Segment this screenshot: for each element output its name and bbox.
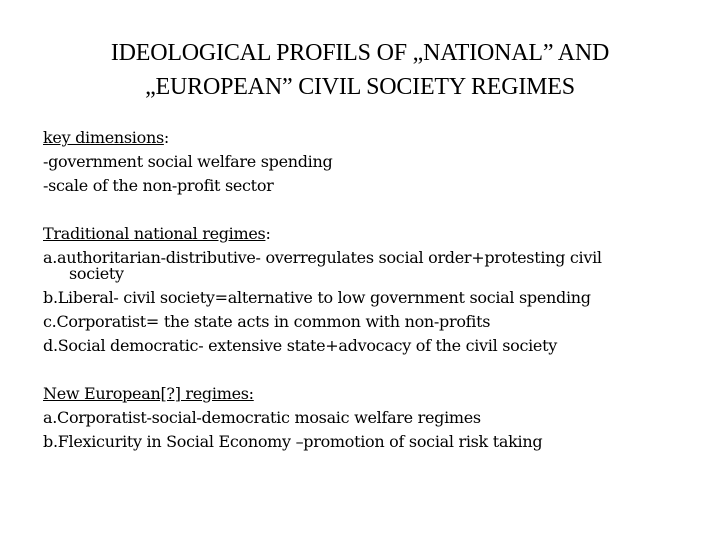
- title-line-2: „EUROPEAN” CIVIL SOCIETY REGIMES: [145, 74, 575, 100]
- spacer: [43, 198, 693, 222]
- traditional-colon: :: [265, 224, 271, 243]
- key-dimensions-heading: [43, 126, 693, 150]
- traditional-item-c: c.Corporatist= the state acts in common with non-profits: [43, 312, 491, 331]
- key-dimension-item: -government social welfare spending: [43, 152, 333, 171]
- key-dimension-item: -scale of the non-profit sector: [43, 176, 274, 195]
- key-dimensions-heading-text: key dimensions: [43, 128, 164, 147]
- slide-body: [43, 126, 693, 454]
- spacer: [43, 358, 693, 382]
- key-dimensions-colon: :: [163, 128, 169, 147]
- traditional-item-b: b.Liberal- civil society=alternative to low government social spending: [43, 288, 591, 307]
- title-line-1: IDEOLOGICAL PROFILS OF „NATIONAL” AND: [110, 40, 610, 66]
- traditional-item-a-continuation: society: [69, 264, 124, 283]
- european-item-b: b.Flexicurity in Social Economy –promotion of social risk taking: [43, 432, 543, 451]
- slide-title: [30, 36, 690, 104]
- traditional-item-d: d.Social democratic- extensive state+advocacy of the civil society: [43, 336, 557, 355]
- traditional-heading: [43, 222, 693, 246]
- european-heading: New European[?] regimes:: [43, 384, 254, 403]
- european-item-a: a.Corporatist-social-democratic mosaic welfare regimes: [43, 408, 481, 427]
- traditional-heading-text: Traditional national regimes: [43, 224, 266, 243]
- traditional-item-a: a.authoritarian-distributive- overregulates social order+protesting civil: [43, 248, 602, 267]
